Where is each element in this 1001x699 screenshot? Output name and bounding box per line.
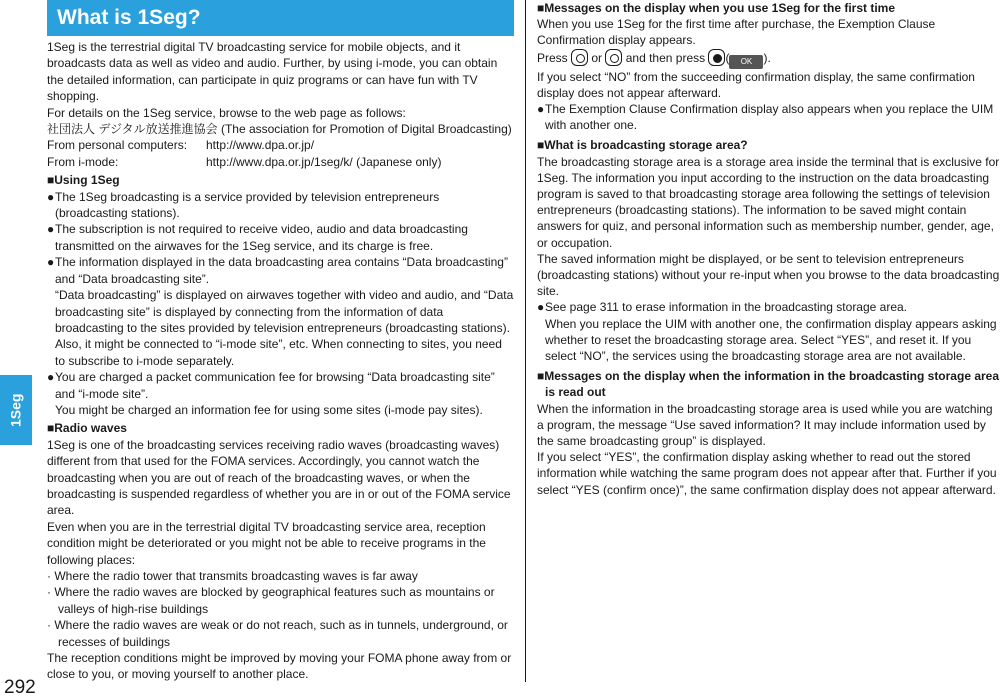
bullet-item: ●The information displayed in the data broadcasting area contains “Data broadcasting” and “Data broadcasting site”.: [47, 255, 508, 286]
link-label: From i-mode:: [47, 154, 119, 169]
radio-paragraph: 1Seg is one of the broadcasting services receiving radio waves (broadcasting waves) different from that used for the FOMA services. Accordingly, you cannot watch the broadcasting when you are out of reach of the broadcasting waves, or when the broadcasting is suspended regardless of whether you are in or out of the FOMA service area.: [47, 437, 511, 518]
left-column: [47, 0, 514, 683]
bullet-item: ●You are charged a packet communication fee for browsing “Data broadcasting site” and “i-mode site”.: [47, 370, 495, 401]
key-instruction: Press or and then press ( OK ).: [537, 49, 1001, 69]
bullet-icon: ●: [47, 189, 55, 204]
title-bar: [47, 0, 514, 36]
storage-paragraph: The saved information might be displayed, or be sent to television entrepreneurs (broadcasting stations) without your re-input when you browse to the data broadcasting site.: [537, 251, 1000, 299]
bullet-continuation: You might be charged an information fee for using some sites (i-mode pay sites).: [55, 402, 483, 417]
storage-paragraph: The broadcasting storage area is a storage area inside the terminal that is exclusive for 1Seg. The information you input according to the instruction on the data broadcasting program is saved to that broadcasting storage area following the settings of television entrepreneurs (broadcasting stations). The information to be saved might contain answers for quiz, and personal information such as membership number, gender, age, or occupation.: [537, 154, 1000, 250]
bullet-item: ●The subscription is not required to receive video, audio and data broadcasting transmitted on the airwaves for the 1Seg service, and its charge is free.: [47, 222, 468, 253]
link-label: From personal computers:: [47, 138, 188, 153]
bullet-icon: ●: [537, 300, 545, 315]
intro-paragraph: 1Seg is the terrestrial digital TV broadcasting service for mobile objects, and it broadcasts data as well as video and audio. Further, by using i-mode, you can obtain the detailed information, can participate in quiz programs or can have fun with TV shopping.: [47, 40, 498, 104]
link-row-imode: [47, 154, 514, 170]
using-heading: ■Using 1Seg: [47, 173, 120, 188]
radio-list-item: · Where the radio tower that transmits broadcasting waves is far away: [47, 569, 418, 583]
first-time-paragraph: When you use 1Seg for the first time after purchase, the Exemption Clause Confirmation display appears.: [537, 17, 936, 48]
bullet-icon: ●: [537, 102, 545, 117]
navigation-key-right-icon: [605, 49, 622, 66]
bullet-continuation: When you replace the UIM with another one, the confirmation display appears asking whether to reset the broadcasting storage area. Select “YES”, and reset it. If you select “NO”, the services using the broadcasting storage area are not available.: [545, 316, 997, 364]
page-title: What is 1Seg?: [57, 6, 201, 29]
link-url: http://www.dpa.or.jp/: [206, 138, 315, 153]
radio-paragraph: Even when you are in the terrestrial digital TV broadcasting service area, reception condition might be deteriorated or you might not be able to receive programs in the following places:: [47, 519, 486, 567]
section-side-tab: [0, 375, 32, 445]
navigation-key-left-icon: [571, 49, 588, 66]
bullet-item: ●The Exemption Clause Confirmation display also appears when you replace the UIM with another one.: [537, 102, 994, 133]
page-number: 292: [4, 677, 36, 698]
read-out-heading: ■Messages on the display when the information in the broadcasting storage area is read out: [537, 369, 1000, 400]
read-out-paragraph: When the information in the broadcasting storage area is used while you are watching a program, the message “Use saved information? It may include information used by the same broadcasting group” is displayed.: [537, 401, 993, 449]
intro-browse: For details on the 1Seg service, browse to the web page as follows:: [47, 105, 406, 120]
bullet-item: ●See page 311 to erase information in the broadcasting storage area.: [537, 300, 908, 315]
storage-heading: ■What is broadcasting storage area?: [537, 138, 748, 153]
link-row-pc: [47, 137, 514, 153]
side-tab-label: 1Seg: [7, 393, 24, 427]
link-url: http://www.dpa.or.jp/1seg/k/ (Japanese only): [206, 154, 442, 169]
bullet-icon: ●: [47, 222, 55, 237]
intro-association: 社団法人 デジタル放送推進協会 (The association for Promotion of Digital Broadcasting): [47, 122, 512, 137]
radio-heading: ■Radio waves: [47, 421, 127, 436]
radio-paragraph: The reception conditions might be improved by moving your FOMA phone away from or close to you, or moving yourself to another place.: [47, 651, 512, 682]
bullet-icon: ●: [47, 255, 55, 270]
bullet-item: ●The 1Seg broadcasting is a service provided by television entrepreneurs (broadcasting stations).: [47, 189, 440, 221]
right-column: [537, 0, 1001, 498]
bullet-continuation: “Data broadcasting” is displayed on airwaves together with video and audio, and “Data broadcasting site” is displayed by connecting from the information of data broadcasting to the sites provided by television entrepreneurs (broadcasting stations). Also, it might be connected to “i-mode site”, etc. When connecting to sites, you need to subscribe to i-mode separately.: [55, 288, 514, 368]
radio-list-item: · Where the radio waves are blocked by geographical features such as mountains or valleys of high-rise buildings: [47, 585, 495, 616]
ok-softkey-icon: OK: [729, 55, 763, 69]
read-out-paragraph: If you select “YES”, the confirmation display asking whether to read out the stored information while watching the same program does not appear after that. Further if you select “YES (confirm once)”, the same confirmation display does not appear afterward.: [537, 450, 997, 497]
first-time-heading: ■Messages on the display when you use 1Seg for the first time: [537, 1, 896, 15]
bullet-icon: ●: [47, 370, 55, 385]
first-time-paragraph: If you select “NO” from the succeeding confirmation display, the same confirmation display does not appear afterward.: [537, 69, 975, 100]
radio-list-item: · Where the radio waves are weak or do not reach, such as in tunnels, underground, or recesses of buildings: [47, 618, 508, 649]
center-key-icon: [708, 49, 725, 66]
column-divider: [525, 0, 526, 682]
